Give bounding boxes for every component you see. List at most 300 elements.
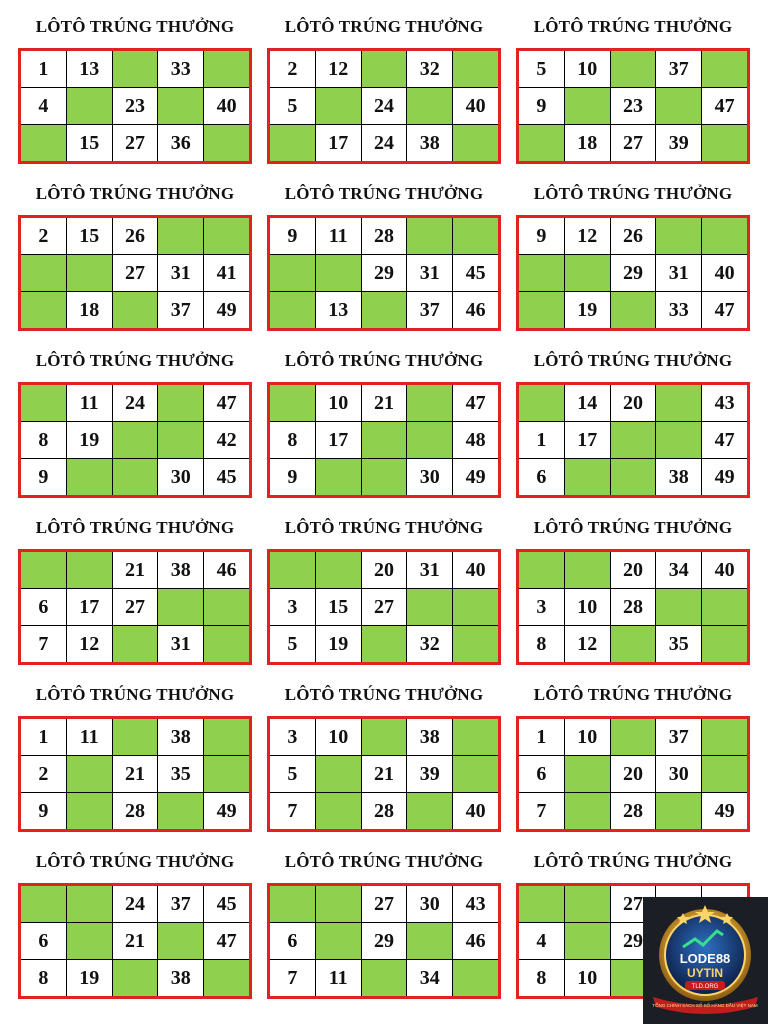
logo-emblem-icon [643,897,768,1024]
ticket-number-cell: 36 [158,125,203,161]
ticket-number-cell: 29 [362,923,407,959]
card-title: LÔTÔ TRÚNG THƯỞNG [533,518,733,537]
ticket-number-cell: 8 [270,422,315,458]
ticket-number-cell: 38 [158,719,203,755]
ticket-number-cell: 15 [67,125,112,161]
loto-ticket [516,215,750,331]
loto-ticket [516,549,750,665]
ticket-blank-cell [565,552,610,588]
ticket-blank-cell [702,51,747,87]
ticket-blank-cell [407,923,452,959]
ticket-blank-cell [565,886,610,922]
ticket-blank-cell [158,88,203,124]
ticket-number-cell: 31 [407,552,452,588]
ticket-blank-cell [407,422,452,458]
ticket-number-cell: 9 [519,218,564,254]
ticket-blank-cell [611,626,656,662]
ticket-number-cell: 18 [565,125,610,161]
ticket-blank-cell [656,422,701,458]
ticket-number-cell: 10 [565,719,610,755]
ticket-number-cell: 40 [453,88,498,124]
ticket-blank-cell [565,756,610,792]
ticket-number-cell: 2 [270,51,315,87]
ticket-blank-cell [656,218,701,254]
ticket-number-cell: 38 [656,459,701,495]
ticket-number-cell: 18 [67,292,112,328]
loto-card [18,14,252,181]
ticket-number-cell: 29 [611,923,656,959]
loto-card [18,849,252,1016]
ticket-number-cell: 47 [204,923,249,959]
ticket-blank-cell [565,88,610,124]
loto-ticket [267,716,501,832]
ticket-number-cell: 37 [656,719,701,755]
ticket-blank-cell [21,125,66,161]
ticket-number-cell: 28 [362,218,407,254]
ticket-number-cell: 5 [270,756,315,792]
ticket-blank-cell [316,459,361,495]
ticket-number-cell: 43 [702,385,747,421]
ticket-blank-cell [453,218,498,254]
ticket-blank-cell [204,51,249,87]
ticket-number-cell: 6 [519,756,564,792]
ticket-number-cell: 28 [362,793,407,829]
card-title: LÔTÔ TRÚNG THƯỞNG [35,685,235,704]
ticket-number-cell: 13 [67,51,112,87]
ticket-number-cell: 1 [21,51,66,87]
ticket-number-cell: 5 [270,626,315,662]
ticket-blank-cell [67,88,112,124]
card-title: LÔTÔ TRÚNG THƯỞNG [284,184,484,203]
card-title: LÔTÔ TRÚNG THƯỞNG [533,351,733,370]
ticket-blank-cell [204,756,249,792]
loto-ticket [267,382,501,498]
ticket-number-cell: 27 [611,125,656,161]
ticket-number-cell: 48 [453,422,498,458]
ticket-number-cell: 3 [270,589,315,625]
logo-text-line1: LODE88 [679,951,731,966]
ticket-number-cell: 37 [407,292,452,328]
ticket-number-cell: 27 [113,125,158,161]
ticket-number-cell: 10 [316,719,361,755]
ticket-blank-cell [113,422,158,458]
ticket-blank-cell [204,125,249,161]
ticket-number-cell: 46 [453,923,498,959]
ticket-number-cell: 7 [270,793,315,829]
ticket-blank-cell [519,292,564,328]
ticket-number-cell: 29 [611,255,656,291]
ticket-blank-cell [453,589,498,625]
ticket-number-cell: 46 [453,292,498,328]
ticket-number-cell: 8 [519,960,564,996]
loto-card [18,515,252,682]
ticket-number-cell: 31 [158,626,203,662]
ticket-number-cell: 49 [204,793,249,829]
ticket-number-cell: 17 [316,125,361,161]
card-title: LÔTÔ TRÚNG THƯỞNG [35,518,235,537]
ticket-number-cell: 27 [113,255,158,291]
loto-card [18,348,252,515]
ticket-number-cell: 1 [519,719,564,755]
ticket-grid [18,14,752,1016]
ticket-number-cell: 31 [656,255,701,291]
ticket-number-cell: 27 [113,589,158,625]
ticket-number-cell: 40 [702,552,747,588]
ticket-blank-cell [565,459,610,495]
ticket-number-cell: 19 [565,292,610,328]
ticket-number-cell: 17 [316,422,361,458]
loto-ticket [267,215,501,331]
ticket-number-cell: 33 [158,51,203,87]
ticket-blank-cell [67,552,112,588]
ticket-number-cell: 23 [113,88,158,124]
ticket-number-cell: 39 [656,125,701,161]
ticket-number-cell: 39 [407,756,452,792]
ticket-blank-cell [21,385,66,421]
ticket-number-cell: 24 [113,886,158,922]
ticket-number-cell: 33 [656,292,701,328]
ticket-number-cell: 17 [565,422,610,458]
ticket-number-cell: 32 [407,51,452,87]
ticket-number-cell: 10 [565,589,610,625]
ticket-blank-cell [21,255,66,291]
ticket-number-cell: 30 [656,756,701,792]
ticket-number-cell: 11 [67,385,112,421]
ticket-number-cell: 31 [158,255,203,291]
ticket-number-cell: 49 [453,459,498,495]
ticket-blank-cell [362,626,407,662]
ticket-blank-cell [611,719,656,755]
ticket-number-cell: 21 [362,385,407,421]
ticket-blank-cell [407,218,452,254]
card-title: LÔTÔ TRÚNG THƯỞNG [533,17,733,36]
ticket-blank-cell [158,422,203,458]
ticket-number-cell: 3 [519,589,564,625]
ticket-blank-cell [316,552,361,588]
ticket-number-cell: 24 [362,88,407,124]
ticket-number-cell: 3 [270,719,315,755]
ticket-blank-cell [611,422,656,458]
ticket-blank-cell [362,292,407,328]
ticket-number-cell: 2 [21,756,66,792]
ticket-blank-cell [67,793,112,829]
logo-ribbon-text: TỔNG CHÍNH SÁCH SỐ SỐ HÀNG ĐẦU VIỆT NAM [652,1003,758,1008]
ticket-number-cell: 38 [407,719,452,755]
ticket-number-cell: 20 [611,385,656,421]
ticket-number-cell: 19 [67,960,112,996]
loto-card [267,14,501,181]
ticket-number-cell: 20 [611,756,656,792]
ticket-number-cell: 24 [362,125,407,161]
ticket-blank-cell [702,589,747,625]
ticket-number-cell: 6 [21,923,66,959]
ticket-number-cell: 19 [67,422,112,458]
ticket-number-cell: 40 [702,255,747,291]
ticket-blank-cell [453,125,498,161]
ticket-number-cell: 40 [204,88,249,124]
ticket-blank-cell [362,719,407,755]
ticket-blank-cell [67,255,112,291]
ticket-blank-cell [453,626,498,662]
ticket-blank-cell [702,218,747,254]
ticket-number-cell: 20 [611,552,656,588]
ticket-blank-cell [270,385,315,421]
ticket-blank-cell [113,459,158,495]
ticket-number-cell: 26 [611,218,656,254]
card-title: LÔTÔ TRÚNG THƯỞNG [533,184,733,203]
ticket-number-cell: 27 [362,886,407,922]
card-title: LÔTÔ TRÚNG THƯỞNG [284,685,484,704]
ticket-number-cell: 38 [158,960,203,996]
ticket-blank-cell [453,719,498,755]
ticket-blank-cell [113,719,158,755]
loto-ticket [18,382,252,498]
ticket-blank-cell [519,886,564,922]
ticket-number-cell: 28 [611,589,656,625]
ticket-blank-cell [656,793,701,829]
ticket-blank-cell [362,51,407,87]
ticket-number-cell: 11 [316,218,361,254]
ticket-blank-cell [565,255,610,291]
ticket-number-cell: 15 [316,589,361,625]
ticket-number-cell: 10 [316,385,361,421]
ticket-blank-cell [21,292,66,328]
card-title: LÔTÔ TRÚNG THƯỞNG [35,184,235,203]
ticket-number-cell: 20 [362,552,407,588]
lode88uytin-logo [643,897,768,1024]
ticket-blank-cell [702,125,747,161]
card-title: LÔTÔ TRÚNG THƯỞNG [35,351,235,370]
ticket-blank-cell [158,385,203,421]
loto-card [516,682,750,849]
ticket-blank-cell [158,218,203,254]
ticket-blank-cell [270,292,315,328]
ticket-blank-cell [270,255,315,291]
ticket-number-cell: 10 [565,960,610,996]
loto-ticket [18,549,252,665]
ticket-number-cell: 1 [21,719,66,755]
ticket-number-cell: 11 [316,960,361,996]
loto-card [516,348,750,515]
card-title: LÔTÔ TRÚNG THƯỞNG [284,518,484,537]
ticket-number-cell: 37 [656,51,701,87]
ticket-number-cell: 47 [204,385,249,421]
ticket-number-cell: 45 [453,255,498,291]
ticket-blank-cell [519,125,564,161]
ticket-number-cell: 1 [519,422,564,458]
ticket-number-cell: 41 [204,255,249,291]
ticket-number-cell: 6 [270,923,315,959]
ticket-blank-cell [565,793,610,829]
ticket-blank-cell [316,756,361,792]
loto-ticket [18,215,252,331]
ticket-blank-cell [362,960,407,996]
card-title: LÔTÔ TRÚNG THƯỞNG [35,17,235,36]
ticket-number-cell: 21 [113,756,158,792]
ticket-number-cell: 29 [362,255,407,291]
ticket-number-cell: 11 [67,719,112,755]
ticket-blank-cell [407,589,452,625]
ticket-number-cell: 38 [158,552,203,588]
ticket-blank-cell [67,756,112,792]
ticket-number-cell: 8 [21,960,66,996]
ticket-blank-cell [204,218,249,254]
card-title: LÔTÔ TRÚNG THƯỞNG [533,852,733,871]
ticket-blank-cell [316,255,361,291]
ticket-blank-cell [316,923,361,959]
ticket-blank-cell [519,385,564,421]
ticket-blank-cell [21,886,66,922]
ticket-number-cell: 8 [21,422,66,458]
ticket-blank-cell [204,960,249,996]
ticket-blank-cell [702,626,747,662]
ticket-number-cell: 40 [453,552,498,588]
ticket-number-cell: 23 [611,88,656,124]
ticket-number-cell: 24 [113,385,158,421]
card-title: LÔTÔ TRÚNG THƯỞNG [35,852,235,871]
ticket-blank-cell [67,923,112,959]
card-title: LÔTÔ TRÚNG THƯỞNG [284,17,484,36]
ticket-number-cell: 5 [270,88,315,124]
ticket-number-cell: 47 [702,422,747,458]
ticket-blank-cell [270,552,315,588]
ticket-number-cell: 30 [407,459,452,495]
card-title: LÔTÔ TRÚNG THƯỞNG [533,685,733,704]
ticket-number-cell: 19 [316,626,361,662]
loto-card [267,682,501,849]
card-title: LÔTÔ TRÚNG THƯỞNG [284,351,484,370]
loto-card [18,682,252,849]
ticket-number-cell: 35 [158,756,203,792]
ticket-blank-cell [453,960,498,996]
ticket-number-cell: 7 [270,960,315,996]
ticket-number-cell: 9 [21,459,66,495]
ticket-number-cell: 10 [565,51,610,87]
loto-ticket [516,382,750,498]
ticket-blank-cell [407,793,452,829]
loto-ticket [267,549,501,665]
ticket-number-cell: 6 [519,459,564,495]
ticket-blank-cell [407,88,452,124]
ticket-number-cell: 49 [702,793,747,829]
ticket-blank-cell [453,51,498,87]
loto-ticket [18,883,252,999]
ticket-blank-cell [113,51,158,87]
ticket-blank-cell [204,719,249,755]
ticket-blank-cell [204,626,249,662]
ticket-number-cell: 2 [21,218,66,254]
ticket-number-cell: 17 [67,589,112,625]
ticket-number-cell: 4 [21,88,66,124]
ticket-blank-cell [204,589,249,625]
ticket-blank-cell [113,960,158,996]
ticket-number-cell: 6 [21,589,66,625]
ticket-number-cell: 27 [611,886,656,922]
ticket-blank-cell [611,51,656,87]
ticket-blank-cell [158,793,203,829]
loto-card [267,849,501,1016]
loto-ticket [516,716,750,832]
ticket-blank-cell [270,886,315,922]
ticket-number-cell: 5 [519,51,564,87]
ticket-number-cell: 21 [113,552,158,588]
ticket-number-cell: 12 [316,51,361,87]
loto-card [516,181,750,348]
ticket-number-cell: 47 [702,88,747,124]
ticket-number-cell: 8 [519,626,564,662]
ticket-number-cell: 34 [656,552,701,588]
ticket-blank-cell [611,292,656,328]
ticket-number-cell: 35 [656,626,701,662]
ticket-number-cell: 9 [519,88,564,124]
ticket-number-cell: 37 [158,292,203,328]
ticket-number-cell: 14 [565,385,610,421]
loto-ticket [516,48,750,164]
ticket-blank-cell [519,255,564,291]
ticket-blank-cell [21,552,66,588]
loto-ticket [18,48,252,164]
ticket-blank-cell [656,589,701,625]
ticket-blank-cell [453,756,498,792]
ticket-number-cell: 32 [407,626,452,662]
ticket-blank-cell [316,886,361,922]
ticket-number-cell: 45 [204,459,249,495]
card-title: LÔTÔ TRÚNG THƯỞNG [284,852,484,871]
ticket-blank-cell [113,292,158,328]
ticket-number-cell: 49 [702,459,747,495]
loto-card [18,181,252,348]
ticket-blank-cell [656,88,701,124]
ticket-blank-cell [611,459,656,495]
ticket-number-cell: 12 [67,626,112,662]
ticket-number-cell: 47 [453,385,498,421]
ticket-blank-cell [362,459,407,495]
ticket-number-cell: 21 [362,756,407,792]
ticket-number-cell: 30 [407,886,452,922]
ticket-number-cell: 26 [113,218,158,254]
loto-card [516,14,750,181]
ticket-number-cell: 30 [158,459,203,495]
ticket-number-cell: 15 [67,218,112,254]
ticket-number-cell: 43 [453,886,498,922]
ticket-number-cell: 28 [611,793,656,829]
ticket-blank-cell [519,552,564,588]
ticket-blank-cell [316,793,361,829]
ticket-number-cell: 21 [113,923,158,959]
ticket-number-cell: 9 [270,218,315,254]
ticket-number-cell: 37 [158,886,203,922]
ticket-blank-cell [702,756,747,792]
loto-ticket [267,48,501,164]
ticket-blank-cell [67,886,112,922]
ticket-number-cell: 49 [204,292,249,328]
loto-card [267,515,501,682]
loto-ticket [267,883,501,999]
ticket-number-cell: 38 [407,125,452,161]
ticket-number-cell: 9 [21,793,66,829]
ticket-blank-cell [67,459,112,495]
ticket-number-cell: 28 [113,793,158,829]
loto-ticket [18,716,252,832]
ticket-blank-cell [656,385,701,421]
ticket-blank-cell [702,719,747,755]
ticket-number-cell: 45 [204,886,249,922]
ticket-number-cell: 12 [565,218,610,254]
loto-card [267,181,501,348]
ticket-blank-cell [113,626,158,662]
ticket-number-cell: 4 [519,923,564,959]
ticket-number-cell: 7 [21,626,66,662]
